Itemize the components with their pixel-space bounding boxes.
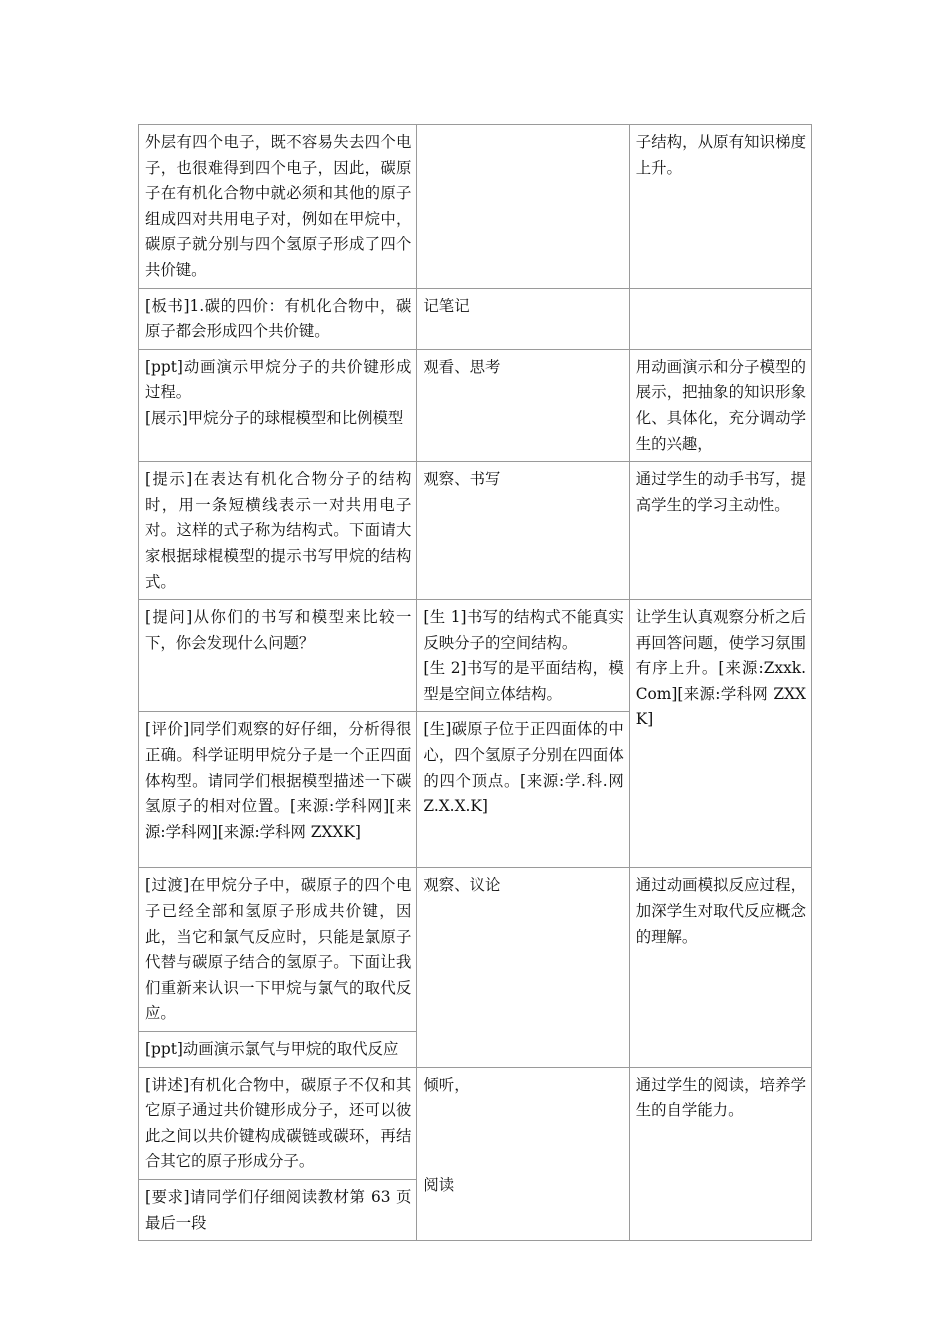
cell-text: 通过动画模拟反应过程，加深学生对取代反应概念的理解。 [635,876,806,946]
teacher-activity-cell [139,288,417,349]
student-activity-cell [417,125,629,289]
table-row [139,288,812,349]
student-activity-cell [417,462,629,600]
student-activity-cell [417,600,629,712]
cell-text: [提示]在表达有机化合物分子的结构时，用一条短横线表示一对共用电子对。这样的式子称为结构式。下面请大家根据球棍模型的提示书写甲烷的结构式。 [145,470,412,591]
cell-text: 记笔记 [423,296,470,315]
cell-text: 倾听， [423,1075,470,1094]
table-row [139,868,812,1032]
cell-text: [ppt]动画演示氯气与甲烷的取代反应 [145,1040,399,1059]
design-intent-cell [629,349,811,461]
cell-text: [生 2]书写的是平面结构，模型是空间立体结构。 [423,659,624,703]
teacher-activity-cell [139,125,417,289]
cell-text: 阅读 [423,1176,455,1195]
cell-text: [要求]请同学们仔细阅读教材第 63 页最后一段 [145,1188,412,1232]
cell-text: 通过学生的动手书写，提高学生的学习主动性。 [635,470,806,514]
student-activity-cell [417,712,629,868]
cell-text: [生]碳原子位于正四面体的中心，四个氢原子分别在四面体的四个顶点。[来源:学.科.网 Z.X.X.K] [423,720,624,816]
teacher-activity-cell [139,1067,417,1179]
table-row [139,125,812,289]
teacher-activity-cell [139,1032,417,1068]
teacher-activity-cell [139,349,417,461]
cell-text: [过渡]在甲烷分子中，碳原子的四个电子已经全部和氢原子形成共价键，因此，当它和氯气反应时，只能是氯原子代替与碳原子结合的氢原子。下面让我们重新来认识一下甲烷与氯气的取代反应。 [145,876,412,1023]
student-activity-cell [417,868,629,1067]
lesson-plan-table [138,124,812,1241]
student-activity-cell [417,288,629,349]
design-intent-cell [629,1067,811,1241]
design-intent-cell [629,462,811,600]
cell-text: 观察、议论 [423,876,501,895]
student-activity-cell [417,349,629,461]
table-row [139,600,812,712]
design-intent-cell [629,868,811,1067]
cell-text: 用动画演示和分子模型的展示，把抽象的知识形象化、具体化，充分调动学生的兴趣， [635,357,806,453]
teacher-activity-cell [139,462,417,600]
cell-text: [展示]甲烷分子的球棍模型和比例模型 [145,408,404,427]
cell-text: [板书]1.碳的四价：有机化合物中，碳原子都会形成四个共价键。 [145,296,412,341]
table-row [139,349,812,461]
cell-text: [生 1]书写的结构式不能真实反映分子的空间结构。 [423,608,624,652]
student-activity-cell [417,1067,629,1241]
design-intent-cell [629,600,811,868]
teacher-activity-cell [139,600,417,712]
cell-text: [提问]从你们的书写和模型来比较一下，你会发现什么问题？ [145,608,412,652]
cell-text: 通过学生的阅读，培养学生的自学能力。 [635,1075,806,1120]
teacher-activity-cell [139,1180,417,1241]
cell-text: [ppt]动画演示甲烷分子的共价键形成过程。 [145,357,412,402]
cell-text: 子结构，从原有知识梯度上升。 [635,133,806,177]
table-row [139,462,812,600]
cell-text: [讲述]有机化合物中，碳原子不仅和其它原子通过共价键形成分子，还可以彼此之间以共价键构成碳链或碳环，再结合其它的原子形成分子。 [145,1075,412,1171]
teacher-activity-cell [139,868,417,1032]
cell-text: 让学生认真观察分析之后再回答问题，使学习氛围有序上升。[来源:Zxxk.Com][来源:学科网 ZXXK] [635,608,806,729]
table-row [139,1067,812,1179]
teacher-activity-cell [139,712,417,868]
cell-text: 观看、思考 [423,357,501,376]
cell-text: [评价]同学们观察的好仔细，分析得很正确。科学证明甲烷分子是一个正四面体构型。请同学们根据模型描述一下碳氢原子的相对位置。[来源:学科网][来源:学科网][来源:学科网 ZXXK] [145,720,412,841]
design-intent-cell [629,288,811,349]
cell-text: 观察、书写 [423,470,501,489]
cell-text: 外层有四个电子，既不容易失去四个电子，也很难得到四个电子，因此，碳原子在有机化合物中就必须和其他的原子组成四对共用电子对，例如在甲烷中，碳原子就分别与四个氢原子形成了四个共价键。 [145,133,412,279]
design-intent-cell [629,125,811,289]
